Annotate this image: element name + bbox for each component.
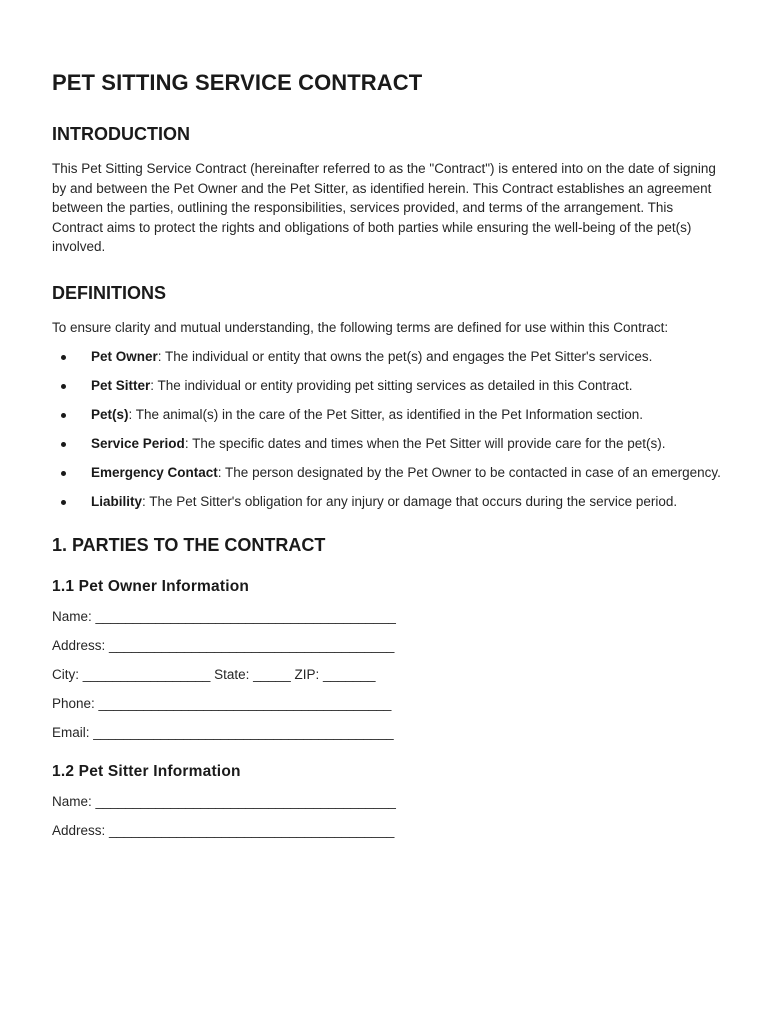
definition-item xyxy=(52,376,722,396)
definition-item xyxy=(52,463,722,483)
definition-text: : The animal(s) in the care of the Pet Sitter, as identified in the Pet Information section. xyxy=(128,407,644,422)
definition-item xyxy=(52,434,722,454)
bullet-icon xyxy=(61,384,66,389)
definition-term: Emergency Contact xyxy=(91,465,218,480)
definition-text: : The Pet Sitter's obligation for any injury or damage that occurs during the service period. xyxy=(142,494,678,509)
definition-text: : The individual or entity that owns the pet(s) and engages the Pet Sitter's services. xyxy=(157,349,653,364)
definitions-heading: DEFINITIONS xyxy=(52,282,167,303)
bullet-icon xyxy=(61,413,66,418)
document-page xyxy=(52,70,722,840)
owner-address-field: Address: ______________________________________ xyxy=(52,637,395,653)
definition-item xyxy=(52,405,722,425)
owner-info-heading: 1.1 Pet Owner Information xyxy=(52,577,250,595)
introduction-heading: INTRODUCTION xyxy=(52,124,190,144)
definition-term: Pet Sitter xyxy=(91,378,151,393)
owner-name-field: Name: ________________________________________ xyxy=(52,608,396,624)
definition-item xyxy=(52,347,722,367)
sitter-name-field: Name: ________________________________________ xyxy=(52,793,396,809)
definition-text: : The person designated by the Pet Owner to be contacted in case of an emergency. xyxy=(217,465,721,480)
definition-text: : The individual or entity providing pet sitting services as detailed in this Contract. xyxy=(150,378,633,393)
owner-email-field: Email: ________________________________________ xyxy=(52,724,394,740)
definition-item xyxy=(52,492,722,512)
definition-text: : The specific dates and times when the Pet Sitter will provide care for the pet(s). xyxy=(184,436,666,451)
bullet-icon xyxy=(61,442,66,447)
sitter-info-heading: 1.2 Pet Sitter Information xyxy=(52,762,241,780)
definition-term: Pet Owner xyxy=(91,349,158,364)
document-title: PET SITTING SERVICE CONTRACT xyxy=(52,70,423,95)
definition-term: Service Period xyxy=(91,436,185,451)
sitter-address-field: Address: ______________________________________ xyxy=(52,822,395,838)
owner-city-state-zip-field: City: _________________ State: _____ ZIP: _______ xyxy=(52,666,376,682)
definitions-intro: To ensure clarity and mutual understanding, the following terms are defined for use within this Contract: xyxy=(52,319,669,335)
bullet-icon xyxy=(61,500,66,505)
bullet-icon xyxy=(61,471,66,476)
introduction-body: This Pet Sitting Service Contract (hereinafter referred to as the "Contract") is entered into on the date of signing by and between the Pet Owner and the Pet Sitter, as identified herein. This Contract establishes an agreement between the parties, outlining the responsibilities, services provided, and terms of the arrangement. This Contract aims to protect the rights and obligations of both parties while ensuring the well-being of the pet(s) involved. xyxy=(52,161,716,254)
parties-heading: 1. PARTIES TO THE CONTRACT xyxy=(52,534,326,555)
owner-phone-field: Phone: _______________________________________ xyxy=(52,695,392,711)
definitions-list xyxy=(52,347,722,512)
bullet-icon xyxy=(61,355,66,360)
definition-term: Pet(s) xyxy=(91,407,129,422)
definition-term: Liability xyxy=(91,494,143,509)
